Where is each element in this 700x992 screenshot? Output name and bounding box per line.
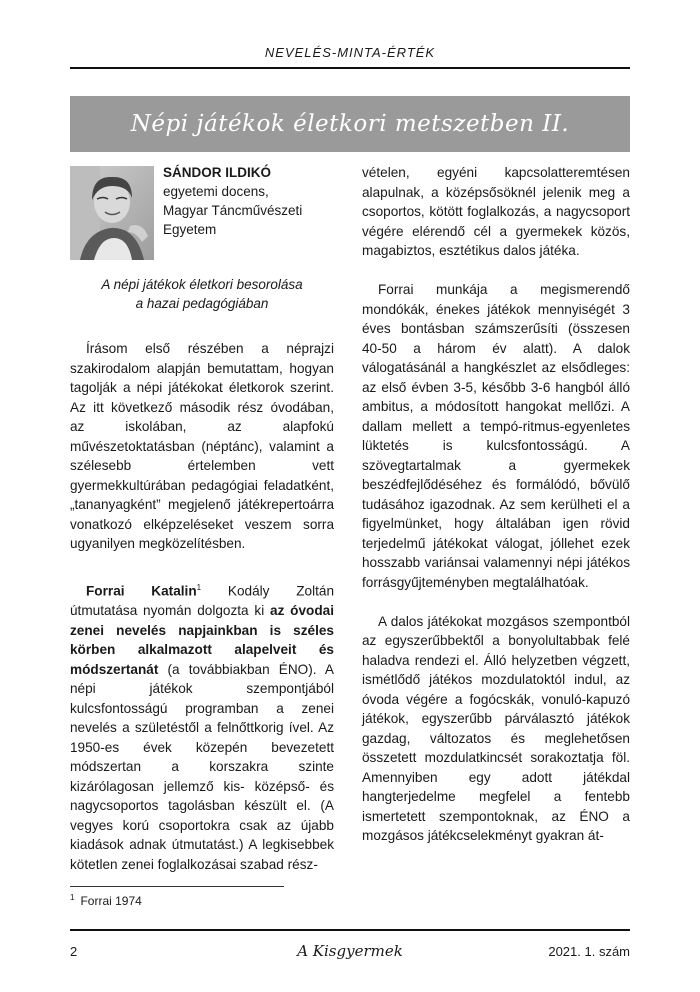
text-run: (a továbbiakban ÉNO). A népi játékok szempontjából kulcsfontosságú programban a zenei nevelés a születéstől a felnőttkorig ível. Az 1950-es évek közepén bevezetett módszertan a korszakra szinte kizárólagosan jellemző kis- középső- és nagycsoportos tagolásban készült el. (A vegyes korú csoportokra csak az újabb kiadások adnak útmutatást.) A legkisebbek kötetlen zenei foglalkozásai szabad rész- <box>70 661 334 872</box>
paragraph: vételen, egyéni kapcsolatteremtésen alapulnak, a középsősöknél jelenik meg a csoportos, kötött foglalkozás, a nagycsoport végére elérendő cél a gyermekek közös, magabiztos, esztétikus dalos játéka. <box>362 165 630 258</box>
paragraph: Írásom első részében a néprajzi szakirodalom alapján bemutattam, hogyan tagolják a népi játékokat életkorok szerint. Az itt következő második rész óvodában, az iskolában, az alapfokú művészetoktatásban (néptánc), valamint a szélesebb értelemben vett gyermekkultúrában pedagógiai feladatként, „tananyagként” megjelenő játékrepertoárra vonatkozó elképzeléseket veszem sorra ugyanilyen megközelítésben. <box>70 341 334 551</box>
page-number: 2 <box>70 944 78 959</box>
footer-rule <box>70 929 630 931</box>
right-column <box>362 163 630 846</box>
subtitle-line: A népi játékok életkori besorolása <box>101 277 303 292</box>
footnote <box>70 893 142 908</box>
author-name: SÁNDOR ILDIKÓ <box>163 165 271 180</box>
footnote-text: Forrai 1974 <box>80 894 142 908</box>
article-title: Népi játékok életkori metszetben II. <box>130 111 570 137</box>
text-run: Kodály Zoltán útmutatása nyomán dolgozta ki <box>70 583 335 619</box>
journal-title: A Kisgyermek <box>297 942 403 960</box>
author-block <box>163 163 302 239</box>
author-affiliation-line: egyetemi docens, <box>163 184 269 199</box>
author-affiliation-line: Egyetem <box>163 222 217 237</box>
emphasis: az óvodai zenei nevelés napjainkban is széles körben alkalmazott alapelveit és módszertanát <box>70 603 334 677</box>
article-subtitle <box>70 275 334 313</box>
footnote-mark: 1 <box>70 893 75 902</box>
footnote-rule <box>70 886 284 887</box>
left-column-bottom <box>70 578 334 874</box>
paragraph <box>70 578 334 874</box>
left-column-top <box>70 339 334 554</box>
header-rule <box>70 67 630 69</box>
author-photo <box>70 166 154 260</box>
paragraph: Forrai munkája a megismerendő mondókák, énekes játékok mennyiségét 3 éves bontásban számszerűsíti (összesen 40-50 a három év alatt). A dalok válogatásánál a hangkészlet az elsődleges: az első évben 3-5, később 3-6 hangból álló ambitus, a módosított hangokat mellőzi. A dallam mellett a tempó-ritmus-egyenletes lüktetés is kulcsfontosságú. A szövegtartalmak a gyermekek beszédfejlődéséhez és formálódó, bővülő tudásához igazodnak. Az sem kerülheti el a figyelmünket, hogy általában igen rövid terjedelmű játékokat válogat, jóllehet ezek hosszabb variánsai valamennyi népi játékos forrásgyűjteményben megtalálhatóak. <box>362 282 630 590</box>
subtitle-line: a hazai pedagógiában <box>135 296 269 311</box>
person-name: Forrai Katalin <box>86 583 197 599</box>
issue-label: 2021. 1. szám <box>548 944 630 959</box>
footnote-ref[interactable]: 1 <box>196 583 202 592</box>
paragraph: A dalos játékokat mozgásos szempontból az egyszerűbbektől a bonyolultabbak felé haladva rendezi el. Álló helyzetben végzett, ismétlődő játékos mozdulatoktól indul, az óvoda végére a fogócskák, vonuló-kapuzó játékok, egyszerűbb párválasztó játékok gazdag, változatos és meglehetősen összetett mozdulatkincsét sorakoztatja föl. Amennyiben egy adott játékdal hangterjedelme megfelel a fentebb ismertetett szempontoknak, az ÉNO a mozgásos játékcselekményt gyakran át- <box>362 613 630 843</box>
title-banner <box>70 96 630 152</box>
running-header: NEVELÉS-MINTA-ÉRTÉK <box>264 45 436 60</box>
author-affiliation-line: Magyar Táncművészeti <box>163 203 303 218</box>
